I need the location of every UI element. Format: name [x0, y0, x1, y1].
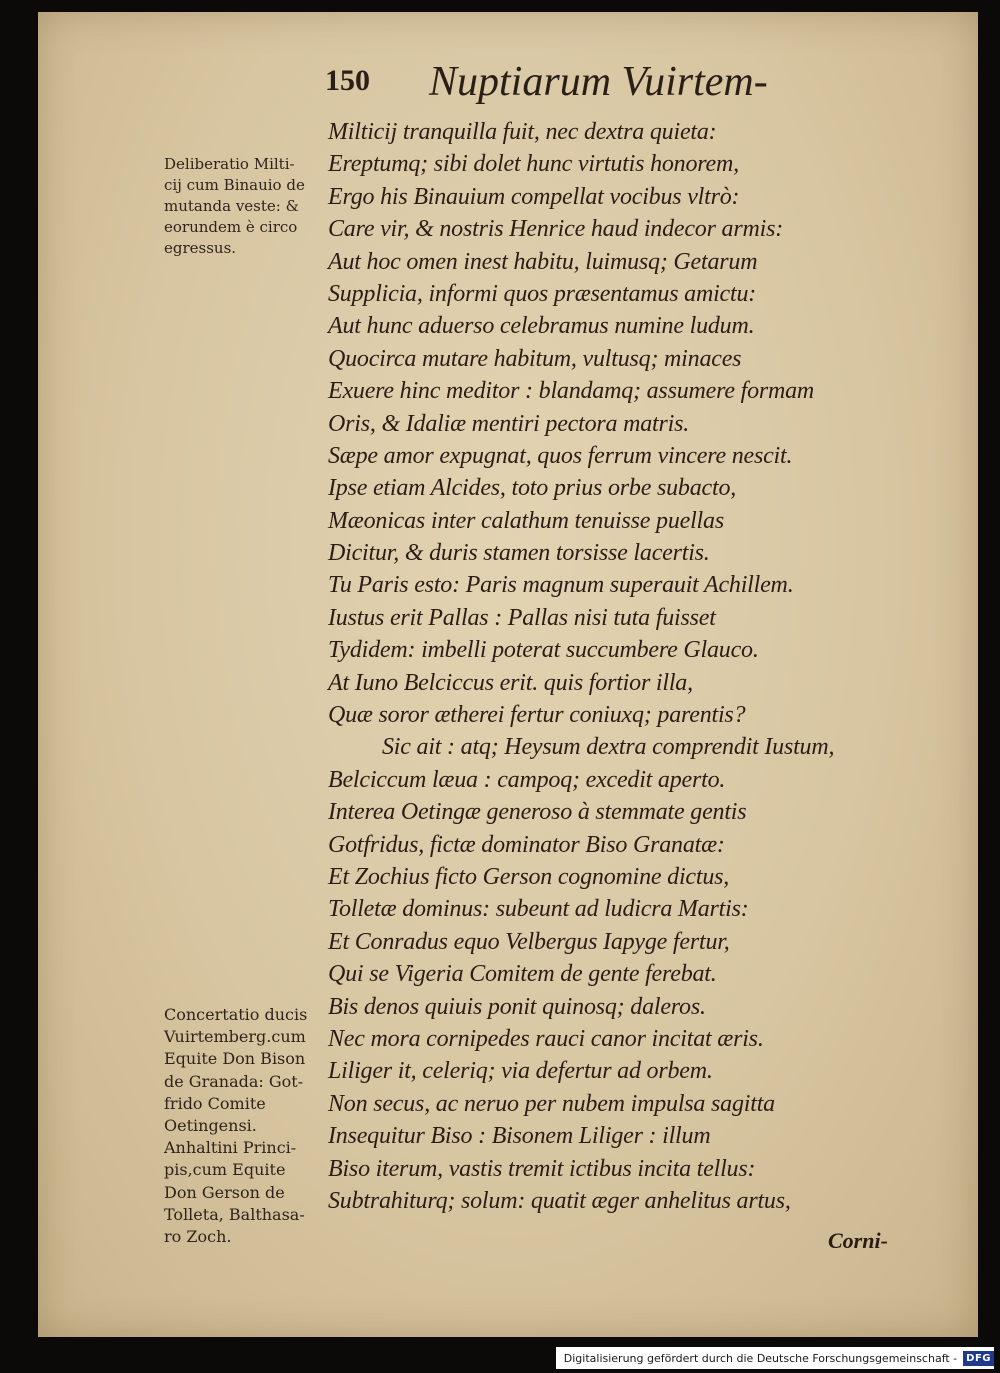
verse-line: Quæ soror ætherei fertur coniuxq; parentis? [328, 702, 746, 729]
verse-line: Belciccum læua : campoq; excedit aperto. [328, 766, 726, 793]
marginal-note-concertatio [164, 1004, 307, 1248]
marginal-note-line: Tolleta, Balthasa- [164, 1204, 305, 1224]
verse-line: Milticij tranquilla fuit, nec dextra quieta: [328, 119, 717, 145]
marginal-note-line: eorundem è circo [164, 218, 298, 236]
verse-line: Supplicia, informi quos præsentamus amictu: [328, 280, 757, 307]
verse-line: Biso iterum, vastis tremit ictibus incita tellus: [328, 1155, 756, 1182]
verse-line: Nec mora cornipedes rauci canor incitat æris. [328, 1025, 764, 1052]
catchword: Corni- [828, 1228, 888, 1253]
marginal-note-line: Concertatio ducis [164, 1005, 308, 1024]
marginal-note-line: Vuirtemberg.cum [164, 1027, 306, 1047]
verse-text-block [328, 116, 958, 1217]
verse-line: Quocirca mutare habitum, vultusq; minaces [328, 345, 742, 372]
verse-line: Care vir, & nostris Henrice haud indecor armis: [328, 216, 784, 243]
verse-line: At Iuno Belciccus erit. quis fortior illa, [328, 669, 693, 696]
digitization-credit-bar [556, 1347, 994, 1369]
marginal-note-deliberatio [164, 154, 305, 259]
verse-line: Qui se Vigeria Comitem de gente ferebat. [328, 961, 717, 988]
page-number: 150 [325, 64, 370, 97]
verse-line: Non secus, ac neruo per nubem impulsa sagitta [328, 1090, 775, 1117]
verse-line: Mæonicas inter calathum tenuisse puellas [328, 507, 724, 534]
page-header [325, 58, 845, 110]
verse-line: Dicitur, & duris stamen torsisse lacertis. [328, 540, 710, 567]
verse-line: Interea Oetingæ generoso à stemmate gentis [328, 799, 747, 826]
verse-line: Sæpe amor expugnat, quos ferrum vincere nescit. [328, 442, 793, 469]
marginal-note-line: Deliberatio Milti- [164, 155, 295, 173]
marginal-note-line: pis,cum Equite [164, 1160, 286, 1180]
verse-line: Gotfridus, fictæ dominator Biso Granatæ: [328, 831, 725, 858]
running-title: Nuptiarum Vuirtem- [429, 59, 768, 105]
verse-line: Tydidem: imbelli poterat succumbere Glauco. [328, 637, 759, 664]
verse-line: Oris, & Idaliæ mentiri pectora matris. [328, 410, 690, 437]
marginal-note-line: Don Gerson de [164, 1182, 285, 1202]
dfg-logo: DFG [963, 1351, 994, 1366]
verse-line: Aut hunc aduerso celebramus numine ludum. [328, 313, 755, 340]
verse-line: Bis denos quiuis ponit quinosq; daleros. [328, 993, 706, 1020]
verse-line: Et Conradus equo Velbergus Iapyge fertur, [328, 928, 730, 955]
verse-line: Sic ait : atq; Heysum dextra comprendit Iustum, [382, 734, 835, 761]
verse-line: Et Zochius ficto Gerson cognomine dictus, [328, 863, 730, 890]
marginal-note-line: frido Comite [164, 1093, 266, 1113]
verse-line: Exuere hinc meditor : blandamq; assumere formam [328, 378, 815, 405]
marginal-note-line: Equite Don Bison [164, 1049, 306, 1069]
verse-line: Tolletæ dominus: subeunt ad ludicra Martis: [328, 896, 749, 923]
digitization-credit-text: Digitalisierung gefördert durch die Deutsche Forschungsgemeinschaft - [563, 1351, 958, 1365]
marginal-note-line: mutanda veste: & [164, 197, 299, 215]
marginal-note-line: Anhaltini Princi- [164, 1138, 297, 1158]
marginal-note-line: Oetingensi. [164, 1116, 257, 1136]
verse-line: Iustus erit Pallas : Pallas nisi tuta fuisset [328, 604, 716, 631]
verse-line: Insequitur Biso : Bisonem Liliger : illum [328, 1123, 711, 1150]
verse-line: Tu Paris esto: Paris magnum superauit Achillem. [328, 572, 794, 599]
marginal-note-line: egressus. [164, 239, 237, 257]
marginal-note-line: cij cum Binauio de [164, 176, 305, 194]
verse-line: Liliger it, celeriq; via defertur ad orbem. [328, 1058, 713, 1085]
marginal-note-line: ro Zoch. [164, 1227, 232, 1247]
verse-line: Aut hoc omen inest habitu, luimusq; Getarum [328, 248, 758, 275]
verse-line: Ereptumq; sibi dolet hunc virtutis honorem, [328, 151, 739, 178]
verse-line: Ergo his Binauium compellat vocibus vltrò: [328, 183, 740, 210]
marginal-note-line: de Granada: Got- [164, 1071, 304, 1091]
verse-line: Ipse etiam Alcides, toto prius orbe subacto, [328, 475, 737, 502]
verse-line: Subtrahiturq; solum: quatit æger anhelitus artus, [328, 1187, 791, 1214]
